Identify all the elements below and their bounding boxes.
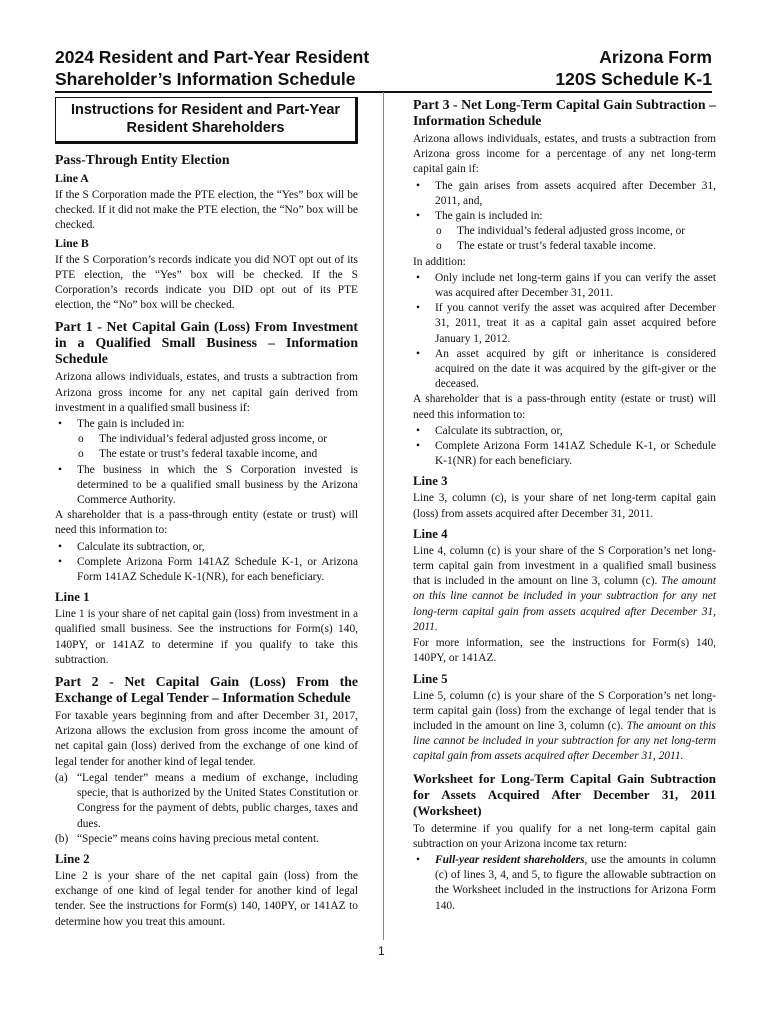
header-title: [55, 46, 385, 90]
left-column: [55, 97, 358, 931]
part1-intro: Arizona allows individuals, estates, and trusts a subtraction from Arizona gross income for any net capital gain derived from investment in a qualified small business if:: [55, 371, 358, 414]
worksheet-bullet1-text: , use the amounts in column (c) of lines 3, 4, and 5, to figure the allowable subtraction on the Worksheet included in the instructions for Arizona Form 140.: [435, 853, 716, 912]
list-item: [413, 853, 716, 914]
part2-definitions: [55, 771, 358, 847]
part3-intro: Arizona allows individuals, estates, and trusts a subtraction from Arizona gross income for a percentage of any net long-term capital gain if:: [413, 133, 716, 176]
part2-a-label: (a): [55, 771, 68, 784]
part3-bullet2: The gain is included in:: [435, 210, 543, 223]
part2-a-text: “Legal tender” means a medium of exchange, including specie, that is authorized by the United States Constitution or Congress for the payment of debts, public charges, taxes and dues.: [77, 771, 358, 830]
part1-shareholder: A shareholder that is a pass-through entity (estate or trust) will need this information to:: [55, 509, 358, 537]
line5-paragraph: [413, 689, 716, 765]
part3-shareholder-list: [413, 424, 716, 470]
column-divider: [383, 92, 384, 940]
line-b-label: Line B: [55, 235, 89, 250]
worksheet-bullet1-bold: Full-year resident shareholders: [435, 853, 585, 866]
list-item: [55, 771, 358, 832]
part1-shareholder-item2: • Complete Arizona Form 141AZ Schedule K-1, or Arizona Form 141AZ Schedule K-1(NR), for each beneficiary.: [55, 555, 358, 585]
right-column: [413, 97, 716, 914]
part3-shareholder: A shareholder that is a pass-through entity (estate or trust) will need this information to:: [413, 393, 716, 421]
part1-shareholder-list: [55, 540, 358, 586]
line1-label: Line 1: [55, 590, 90, 605]
part3-shareholder-item1: • Calculate its subtraction, or,: [413, 424, 716, 439]
in-addition-item2: • If you cannot verify the asset was acquired after December 31, 2011, treat it as a capital gain asset acquired before January 1, 2012.: [413, 301, 716, 347]
line3-text: Line 3, column (c), is your share of net long-term capital gain (loss) from assets acquired after December 31, 2011.: [413, 492, 716, 520]
part3-heading: Part 3 - Net Long-Term Capital Gain Subtraction – Information Schedule: [413, 97, 716, 128]
part3-sublist: [435, 224, 716, 254]
instructions-box-title: Instructions for Resident and Part-Year Resident Shareholders: [55, 97, 358, 144]
part1-bullet1: The gain is included in:: [77, 418, 185, 431]
in-addition-item1: • Only include net long-term gains if you can verify the asset was acquired after December 31, 2011.: [413, 271, 716, 301]
list-item: [55, 417, 358, 463]
worksheet-heading: Worksheet for Long-Term Capital Gain Subtraction for Assets Acquired After December 31, 2011 (Worksheet): [413, 770, 716, 818]
line-a-label: Line A: [55, 171, 89, 185]
line5-text: Line 5, column (c) is your share of the S Corporation’s net long-term capital gain (loss) from the exchange of legal tender that is included in the amount on line 3, column (c).: [413, 689, 716, 732]
part1-sublist: [77, 432, 358, 462]
line4-italic: The amount on this line cannot be included in your subtraction for any net long-term capital gain from assets acquired after December 31, 2011.: [413, 575, 716, 633]
part1-heading: Part 1 - Net Capital Gain (Loss) From Investment in a Qualified Small Business – Information Schedule: [55, 319, 358, 367]
header-form-name: [492, 46, 712, 90]
line-b-text: If the S Corporation’s records indicate you did NOT opt out of its PTE election, the “Yes” box will be checked. If the S Corporation’s records indicate you DID opt out of its PTE election, the “No” box will be checked.: [55, 253, 358, 312]
part1-bullet2: • The business in which the S Corporation invested is determined to be a qualified small business by the Arizona Commerce Authority.: [55, 463, 358, 509]
part2-b-label: (b): [55, 832, 69, 845]
line1-text: Line 1 is your share of net capital gain (loss) from investment in a qualified small business. See the instructions for Form(s) 140, 140PY, or 141AZ to determine if you qualify to take this subtraction.: [55, 608, 358, 666]
part2-b-text: “Specie” means coins having precious metal content.: [77, 832, 319, 845]
part1-sub2: o The estate or trust’s federal taxable income, and: [77, 447, 358, 462]
pte-heading: Pass-Through Entity Election: [55, 152, 230, 167]
header-form-line2: 120S Schedule K-1: [555, 69, 712, 89]
line-a-text: If the S Corporation made the PTE election, the “Yes” box will be checked. If it did not make the PTE election, the “No” box will be checked.: [55, 189, 358, 232]
list-item: [55, 832, 358, 847]
in-addition-item3: • An asset acquired by gift or inheritance is considered acquired on the date it was acquired by the gift-giver or the deceased.: [413, 347, 716, 393]
line4-text: Line 4, column (c) is your share of the S Corporation’s net long-term capital gain from investment in a qualified small business that is included in the amount on line 3, column (c).: [413, 544, 716, 588]
line5-italic: The amount on this line cannot be included in your subtraction for any net long-term capital gain from assets acquired after December 31, 2011.: [413, 719, 716, 763]
line2-label: Line 2: [55, 851, 90, 866]
line3-label: Line 3: [413, 474, 448, 489]
header-form-line1: Arizona Form: [599, 47, 712, 67]
part3-bullet1: • The gain arises from assets acquired after December 31, 2011, and,: [413, 179, 716, 209]
list-item: [413, 209, 716, 255]
part3-shareholder-item2: • Complete Arizona Form 141AZ Schedule K-1, or Schedule K-1(NR) for each beneficiary.: [413, 439, 716, 469]
line5-label: Line 5: [413, 671, 448, 686]
page-number: 1: [378, 944, 385, 958]
header-title-line2: Shareholder’s Information Schedule: [55, 69, 356, 89]
part2-intro: For taxable years beginning from and after December 31, 2017, Arizona allows the exclusion from gross income the amount of net capital gain (loss) derived from the exchange of one kind of legal tender for another kind of legal tender.: [55, 710, 358, 768]
line2-text: Line 2 is your share of the net capital gain (loss) from the exchange of one kind of legal tender for another kind of legal tender. See the instructions for Form(s) 140, 140PY, or 141AZ to determine how you treat this amount.: [55, 869, 358, 928]
part3-sub1: o The individual’s federal adjusted gross income, or: [435, 224, 716, 239]
line4-more: For more information, see the instructions for Form(s) 140, 140PY, or 141AZ.: [413, 637, 716, 665]
part1-shareholder-item1: • Calculate its subtraction, or,: [55, 540, 358, 555]
worksheet-list: [413, 853, 716, 914]
in-addition: In addition:: [413, 255, 466, 268]
worksheet-intro: To determine if you qualify for a net long-term capital gain subtraction on your Arizona income tax return:: [413, 822, 716, 850]
part1-sub1: o The individual’s federal adjusted gross income, or: [77, 432, 358, 447]
line4-paragraph: [413, 544, 716, 635]
header-title-line1: 2024 Resident and Part-Year Resident: [55, 47, 370, 67]
part3-conditions: [413, 179, 716, 255]
part2-heading: Part 2 - Net Capital Gain (Loss) From the Exchange of Legal Tender – Information Schedule: [55, 674, 358, 706]
part1-conditions: [55, 417, 358, 508]
line4-label: Line 4: [413, 526, 448, 541]
part3-sub2: o The estate or trust’s federal taxable income.: [435, 239, 716, 254]
in-addition-list: [413, 271, 716, 393]
